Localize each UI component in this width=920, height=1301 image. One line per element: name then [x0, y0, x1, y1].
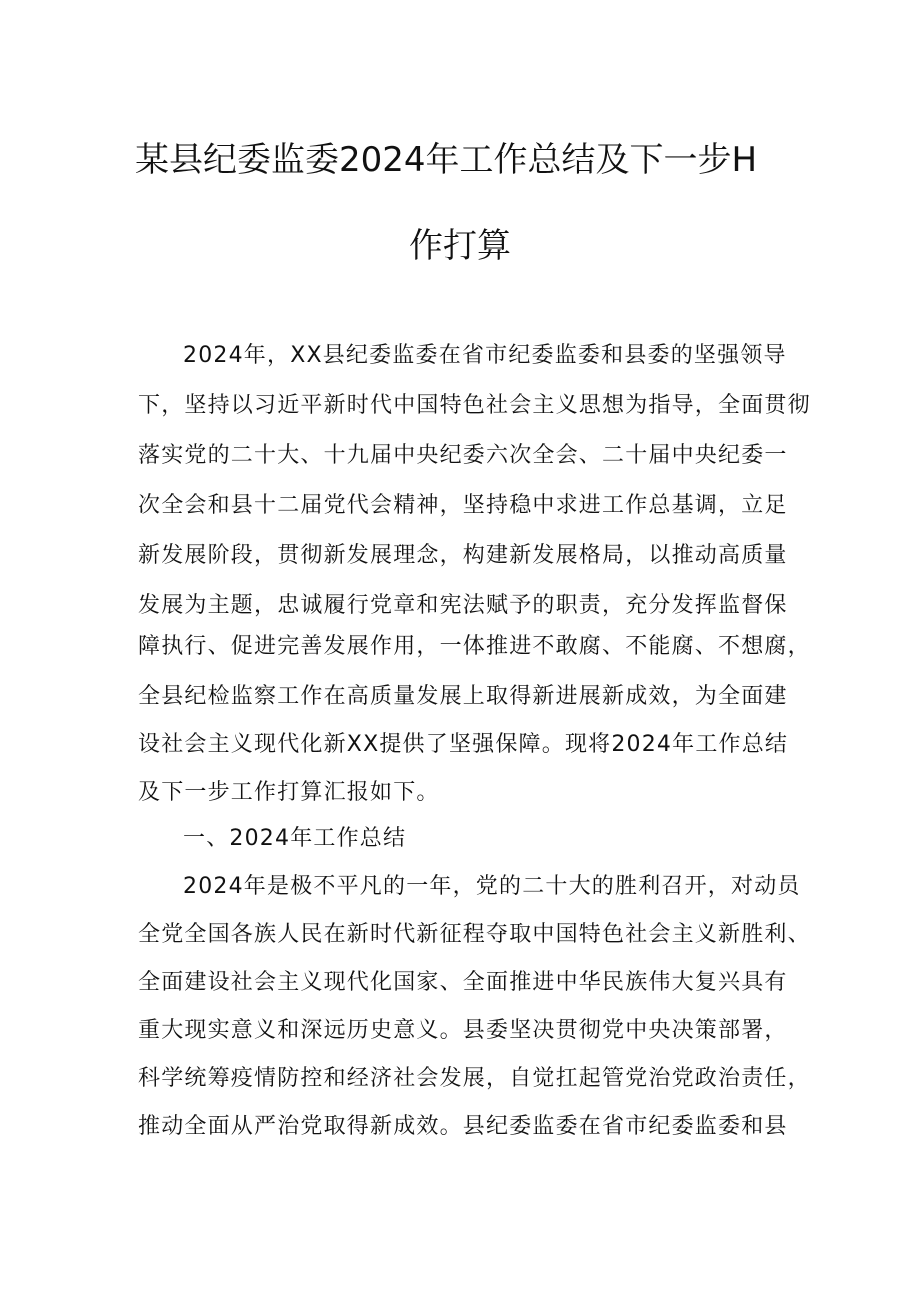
- paragraph-1-line: 新发展阶段，贯彻新发展理念，构建新发展格局，以推动高质量: [138, 543, 788, 568]
- paragraph-2-line: 推动全面从严治党取得新成效。县纪委监委在省市纪委监委和县: [138, 1114, 788, 1139]
- paragraph-2-line: 全党全国各族人民在新时代新征程夺取中国特色社会主义新胜利、: [138, 922, 811, 947]
- paragraph-2-line: 科学统筹疫情防控和经济社会发展，自觉扛起管党治党政治责任，: [138, 1066, 811, 1091]
- paragraph-1-line: 全县纪检监察工作在高质量发展上取得新进展新成效，为全面建: [138, 684, 788, 709]
- paragraph-2-line: 重大现实意义和深远历史意义。县委坚决贯彻党中央决策部署，: [138, 1018, 788, 1043]
- document-title-line-2: 作打算: [409, 226, 511, 266]
- paragraph-1-line: 下，坚持以习近平新时代中国特色社会主义思想为指导，全面贯彻: [138, 393, 811, 418]
- paragraph-1-line: 及下一步工作打算汇报如下。: [138, 780, 440, 805]
- paragraph-1-line: 障执行、促进完善发展作用，一体推进不敢腐、不能腐、不想腐，: [138, 634, 811, 659]
- document-title-line-1: 某县纪委监委2024年工作总结及下一步H: [134, 140, 758, 180]
- paragraph-1-line: 落实党的二十大、十九届中央纪委六次全会、二十届中央纪委一: [138, 443, 788, 468]
- paragraph-1-line: 2024年，XX县纪委监委在省市纪委监委和县委的坚强领导: [183, 343, 787, 368]
- section-heading: 一、2024年工作总结: [183, 826, 407, 851]
- paragraph-2-line: 2024年是极不平凡的一年，党的二十大的胜利召开，对动员: [183, 874, 801, 899]
- paragraph-1-line: 发展为主题，忠诚履行党章和宪法赋予的职责，充分发挥监督保: [138, 593, 788, 618]
- paragraph-1-line: 次全会和县十二届党代会精神，坚持稳中求进工作总基调，立足: [138, 493, 788, 518]
- paragraph-2-line: 全面建设社会主义现代化国家、全面推进中华民族伟大复兴具有: [138, 970, 788, 995]
- paragraph-1-line: 设社会主义现代化新XX提供了坚强保障。现将2024年工作总结: [138, 732, 789, 757]
